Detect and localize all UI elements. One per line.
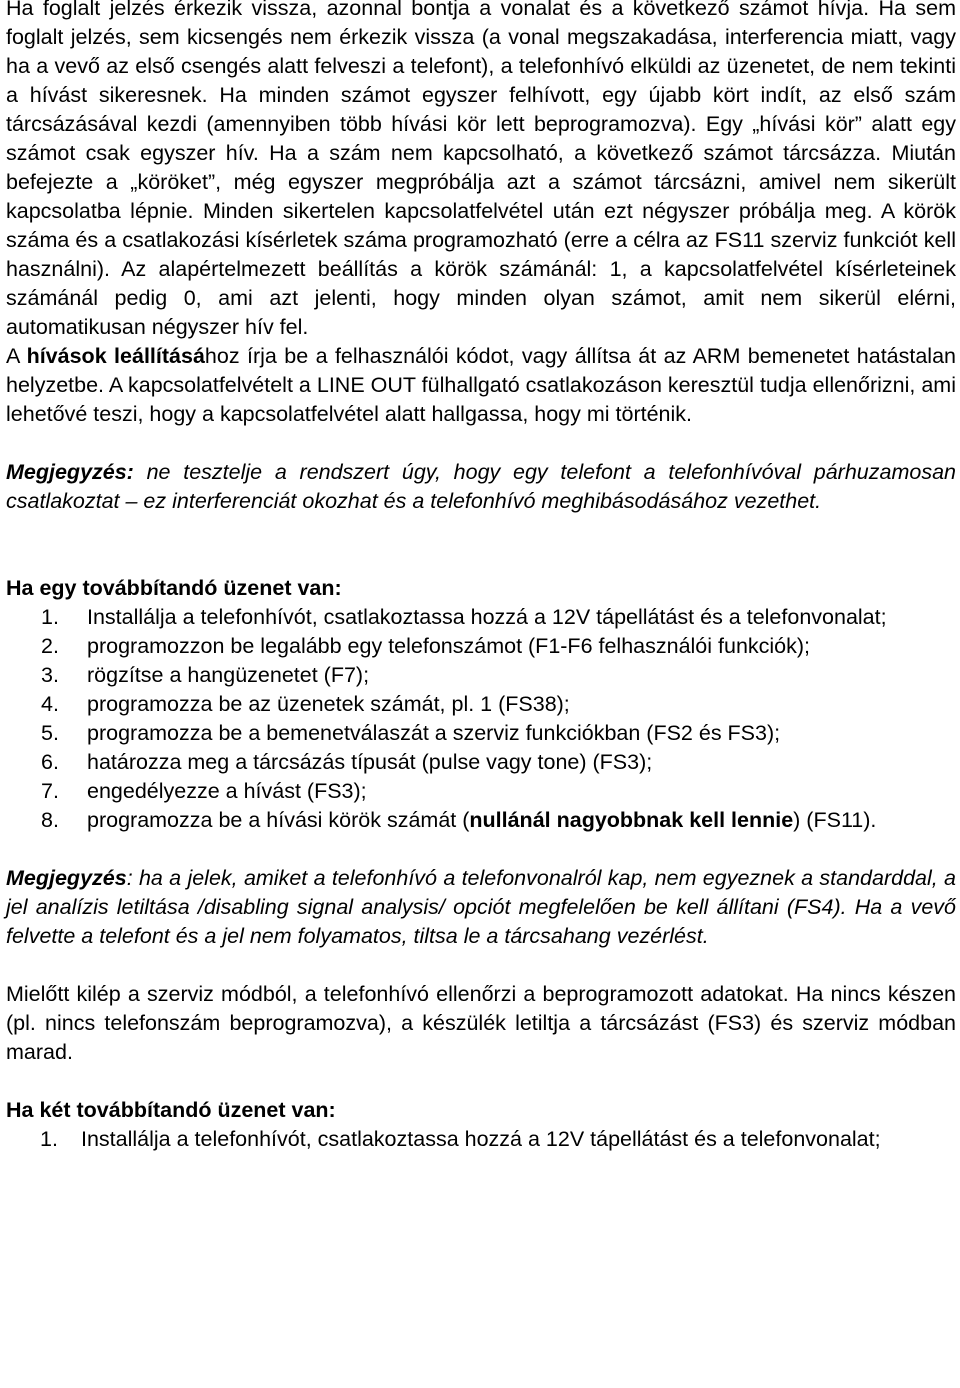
item-number: 6. [41, 750, 59, 774]
list-item [6, 1125, 956, 1154]
bold-term: hívások leállításá [26, 344, 205, 368]
list-item [6, 806, 956, 835]
note-label: Megjegyzés [6, 866, 127, 890]
note-paragraph [6, 864, 956, 951]
list-item [6, 719, 956, 748]
text-sentence: A körök száma és a csatlakozási kísérletek száma programozható (erre a célra az FS11 szerviz funkciót kell használni). [6, 199, 956, 281]
document-page [6, 0, 956, 1154]
item-text: programozzon be legalább egy telefonszámot (F1-F6 felhasználói funkciók); [87, 634, 811, 658]
text-run: hoz írja be a felhasználói kódot, vagy állítsa át az ARM bemenetet hatástalan helyzetbe. [6, 344, 956, 397]
text-sentence: Minden sikertelen kapcsolatfelvétel után ezt négyszer próbálja meg. [202, 199, 873, 223]
text-sentence: Miután befejezte a „köröket”, még egyszer megpróbálja azt a számot tárcsázni, amivel nem sikerült kapcsolatba lépnie. [6, 141, 956, 223]
text-sentence: Ha a szám nem kapcsolható, a következő számot tárcsázza. [269, 141, 882, 165]
list-item [6, 777, 956, 806]
item-text: határozza meg a tárcsázás típusát (pulse vagy tone) (FS3); [87, 750, 653, 774]
item-number: 5. [41, 721, 59, 745]
item-text: programozza be a hívási körök számát ( [87, 808, 470, 832]
item-text: Installálja a telefonhívót, csatlakoztassa hozzá a 12V tápellátást és a telefonvonalat; [87, 605, 887, 629]
item-text: Installálja a telefonhívót, csatlakoztassa hozzá a 12V tápellátást és a telefonvonalat; [81, 1127, 881, 1151]
item-number: 7. [41, 779, 59, 803]
text-sentence: Ha minden számot egyszer felhívott, egy újabb kört indít, az első szám tárcsázásával kezdi (amennyiben több hívási kör lett beprogramozva). [6, 83, 956, 136]
text-sentence: Egy „hívási kör” alatt egy számot csak egyszer hív. [6, 112, 956, 165]
note-text: ne tesztelje a rendszert úgy, hogy egy telefont a telefonhívóval párhuzamosan csatlakoztat – ez interferenciát okozhat és a telefonhívó meghibásodásához vezethet. [6, 460, 956, 513]
item-text: engedélyezze a hívást (FS3); [87, 779, 367, 803]
item-number: 4. [41, 692, 59, 716]
text-sentence: Ha sem foglalt jelzés, sem kicsengés nem érkezik vissza (a vonal megszakadása, interferencia miatt, vagy ha a vevő az első csengés alatt felveszi a telefont), a telefonhívó elküldi az üzenetet, de nem tekinti a hívást sikeresnek. [6, 0, 956, 107]
item-number: 2. [41, 634, 59, 658]
service-mode-paragraph: Mielőtt kilép a szerviz módból, a telefonhívó ellenőrzi a beprogramozott adatokat. Ha nincs készen (pl. nincs telefonszám beprogramozva), a készülék letiltja a tárcsázást (FS3) és szerviz módban marad. [6, 982, 956, 1064]
list-item [6, 748, 956, 777]
list-item [6, 661, 956, 690]
section-heading: Ha egy továbbítandó üzenet van: [6, 576, 342, 600]
list-item [6, 632, 956, 661]
item-number: 1. [40, 1127, 58, 1151]
text-sentence: Ha foglalt jelzés érkezik vissza, azonnal bontja a vonalat és a következő számot hívja. [6, 0, 870, 20]
bold-term: nullánál nagyobbnak kell lennie [469, 808, 794, 832]
item-text: ) (FS11). [793, 808, 877, 832]
section-heading: Ha két továbbítandó üzenet van: [6, 1098, 336, 1122]
text-run: A [6, 344, 27, 368]
intro-paragraph [6, 0, 956, 342]
item-text: programozza be a bemenetválaszát a szerviz funkciókban (FS2 és FS3); [87, 721, 781, 745]
list-item [6, 603, 956, 632]
text-sentence: Az alapértelmezett beállítás a körök számánál: 1, a kapcsolatfelvétel kísérleteinek számánál pedig 0, ami azt jelenti, hogy minden olyan számot, amit nem sikerül elérni, automatikusan négyszer hív fel. [6, 257, 956, 339]
item-text: rögzítse a hangüzenetet (F7); [87, 663, 370, 687]
item-text: programozza be az üzenetek számát, pl. 1 (FS38); [87, 692, 570, 716]
item-number: 1. [41, 605, 59, 629]
stop-calls-paragraph [6, 342, 956, 429]
note-label: Megjegyzés: [6, 460, 134, 484]
note-paragraph [6, 458, 956, 516]
item-number: 3. [41, 663, 59, 687]
steps-list [6, 603, 956, 835]
list-item [6, 690, 956, 719]
item-number: 8. [41, 808, 59, 832]
note-text: : ha a jelek, amiket a telefonhívó a telefonvonalról kap, nem egyeznek a standarddal, a jel analízis letiltása /disabling signal analysis/ opciót megfelelően be kell állítani (FS4). Ha a vevő felvette a telefont és a jel nem folyamatos, tiltsa le a tárcsahang vezérlést. [6, 866, 956, 948]
steps-list [6, 1125, 956, 1154]
text-run: A kapcsolatfelvételt a LINE OUT fülhallgató csatlakozáson keresztül tudja ellenőrizni, ami lehetővé teszi, hogy a kapcsolatfelvétel alatt hallgassa, hogy mi történik. [6, 373, 956, 426]
